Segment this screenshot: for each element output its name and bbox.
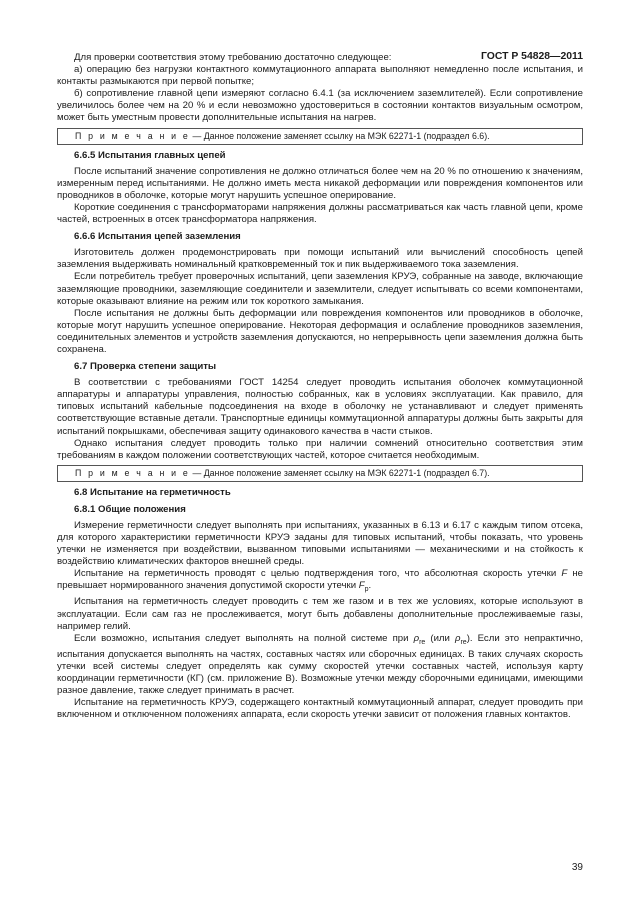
intro-item-b: б) сопротивление главной цепи измеряют согласно 6.4.1 (за исключением заземлителей). Если сопротивление увеличилось более чем на 20 % и если невозможно удостовериться в состоянии контактов визуальным осмотром, может быть уместным провести дополнительные испытания на нагрев. xyxy=(57,88,583,124)
paragraph: Испытание на герметичность проводят с целью подтверждения того, что абсолютная скорость утечки F не превышает нормированного значения допустимой скорости утечки $F_p$. xyxy=(57,568,583,594)
note-label: П р и м е ч а н и е xyxy=(75,467,191,478)
paragraph: Если потребитель требует проверочных испытаний, цепи заземления КРУЭ, собранные на заводе, включающие заземляющие проводники, заземляющие соединители и заземлители, следует испытывать со всеми компонентами, которые оказывают влияние на режим или ток короткого замыкания. xyxy=(57,271,583,307)
note-label: П р и м е ч а н и е xyxy=(75,130,191,141)
section-heading: 6.8 Испытание на герметичность xyxy=(74,486,231,498)
note-box xyxy=(57,465,583,482)
section-heading: 6.6.6 Испытания цепей заземления xyxy=(74,231,241,243)
note-text: — Данное положение заменяет ссылку на МЭК 62271-1 (подраздел 6.7). xyxy=(190,467,490,478)
document-body xyxy=(57,52,583,721)
page-number: 39 xyxy=(571,862,583,873)
intro-paragraph: Для проверки соответствия этому требованию достаточно следующее: xyxy=(74,52,392,63)
paragraph: Испытания на герметичность следует проводить с тем же газом и в тех же условиях, которые используют в эксплуатации. Если сам газ не прослеживается, могут быть добавлены дополнительные прослеживаемые газы, например гелий. xyxy=(57,596,583,632)
paragraph: Короткие соединения с трансформаторами напряжения должны рассматриваться как часть главной цепи, кроме частей, встроенных в отсек трансформатора напряжения. xyxy=(57,201,583,226)
subsection-heading: 6.8.1 Общие положения xyxy=(74,503,186,515)
intro-item-a: а) операцию без нагрузки контактного коммутационного аппарата выполняют немедленно после испытания, и контакты размыкаются при первой попытке; xyxy=(57,64,583,88)
paragraph: Если возможно, испытания следует выполнять на полной системе при $\rho_{re}$ (или $\rho_{re}$). Если это непрактично, испытания допускается выполнять на частях, составных частях или сборочных единицах. В таких случаях скорость утечки всей системы следует определять как сумму скоростей утечки составных частей, используя карту координации герметичности (КГ) (см. приложение В). Возможные утечки между сборочными единицами, имеющими разное давление, также следует принимать в расчет. xyxy=(57,632,583,697)
standard-header: ГОСТ Р 54828—2011 xyxy=(481,51,583,62)
paragraph: В соответствии с требованиями ГОСТ 14254 следует проводить испытания оболочек коммутационной аппаратуры и аппаратуры управления, полностью собранных, как в условиях эксплуатации. Как правило, для типовых испытаний кабельные подсоединения на входе в оболочку не устанавливают и следует применять соответствующие вставные детали. Транспортные единицы коммутационной аппаратуры должны быть закрыты для испытаний покрышками, обеспечивая защиту одинакового качества в части стыков. xyxy=(57,377,583,437)
note-text: — Данное положение заменяет ссылку на МЭК 62271-1 (подраздел 6.6). xyxy=(190,130,490,141)
section-heading: 6.6.5 Испытания главных цепей xyxy=(74,149,226,161)
paragraph: Однако испытания следует проводить только при наличии сомнений относительно соответствия этим требованиям в каждом положении соответствующих частей, которое считается необходимым. xyxy=(57,437,583,461)
note-box xyxy=(57,128,583,145)
paragraph: Измерение герметичности следует выполнять при испытаниях, указанных в 6.13 и 6.17 с каждым типом отсека, для которого характеристики герметичности КРУЭ заданы для типовых испытаний, чтобы показать, что уровень утечки не изменяется при воздействии, вызванном типовыми испытаниями — механическими и на стойкость к воздействию климатических факторов внешней среды. xyxy=(57,520,583,568)
paragraph: После испытаний значение сопротивления не должно отличаться более чем на 20 % по отношению к значениям, измеренным перед испытаниями. Не должно иметь места никакой деформации или повреждения компонентов или проводников в оболочке, которые могут нарушить успешное оперирование. xyxy=(57,165,583,201)
paragraph: Испытание на герметичность КРУЭ, содержащего контактный коммутационный аппарат, следует проводить при включенном и отключенном положениях аппарата, если скорость утечки зависит от положения главных контактов. xyxy=(57,697,583,721)
paragraph: После испытания не должны быть деформации или повреждения компонентов или проводников в оболочке, которые могут нарушить успешное оперирование. Некоторая деформация и ослабление проводников заземления, соединительных элементов и устройств заземления допускаются, но непрерывность цепи заземления должна быть сохранена. xyxy=(57,307,583,355)
section-heading: 6.7 Проверка степени защиты xyxy=(74,361,217,373)
paragraph: Изготовитель должен продемонстрировать при помощи испытаний или вычислений способность цепей заземления выдерживать номинальный кратковременный ток и пик выдерживаемого тока заземления. xyxy=(57,247,583,271)
